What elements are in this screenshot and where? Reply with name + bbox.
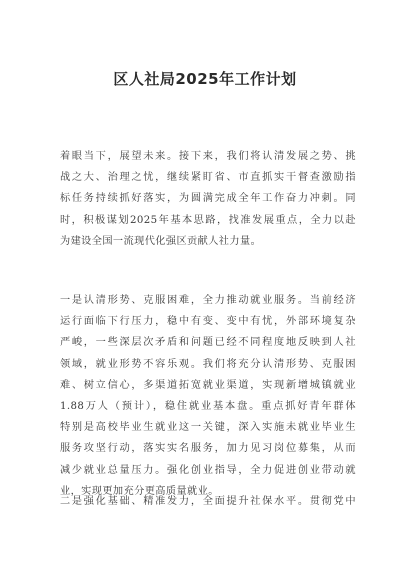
paragraph-line: 难、树立信心，多渠道拓宽就业渠道，实现新增城镇就业 xyxy=(60,379,356,391)
paragraph-line: 减少就业总量压力。强化创业指导，全力促进创业带动就 xyxy=(60,464,356,476)
paragraph-line: 为建设全国一流现代化强区贡献人社力量。 xyxy=(60,235,262,247)
paragraph-line: 特别是高校毕业生就业这一关键，深入实施未就业毕业生 xyxy=(60,422,356,434)
paragraph-line: 战之大、治理之忧，继续紧盯省、市直抓实干督查激励指 xyxy=(60,172,356,184)
paragraph-line: 时，积极谋划2025年基本思路，找准发展重点，全力以赴 xyxy=(60,214,356,226)
paragraph-social-security xyxy=(60,491,356,512)
paragraph-line: 业，实现更加充分更高质量就业。 xyxy=(60,485,219,497)
document-title: 区人社局2025年工作计划 xyxy=(113,70,297,88)
paragraph-line: 1.88万人（预计），稳住就业基本盘。重点抓好青年群体 xyxy=(60,401,356,413)
paragraph-line: 二是强化基础、精准发力，全面提升社保水平。贯彻党中 xyxy=(60,496,356,507)
paragraph-employment xyxy=(60,290,356,502)
paragraph-line: 着眼当下，展望未来。接下来，我们将认清发展之势、挑 xyxy=(60,151,356,162)
paragraph-line: 一是认清形势、克服困难，全力推动就业服务。当前经济 xyxy=(60,295,356,306)
paragraph-intro xyxy=(60,146,356,252)
paragraph-line: 服务攻坚行动，落实实名服务，加力见习岗位募集，从而 xyxy=(60,443,356,455)
paragraph-line: 标任务持续抓好落实，为圆满完成全年工作奋力冲刺。同 xyxy=(60,193,356,205)
paragraph-line: 领域，就业形势不容乐观。我们将充分认清形势、克服困 xyxy=(60,358,356,370)
paragraph-line: 严峻，一些深层次矛盾和问题已经不同程度地反映到人社 xyxy=(60,337,356,349)
paragraph-line: 运行面临下行压力，稳中有变、变中有忧，外部环境复杂 xyxy=(60,316,356,328)
